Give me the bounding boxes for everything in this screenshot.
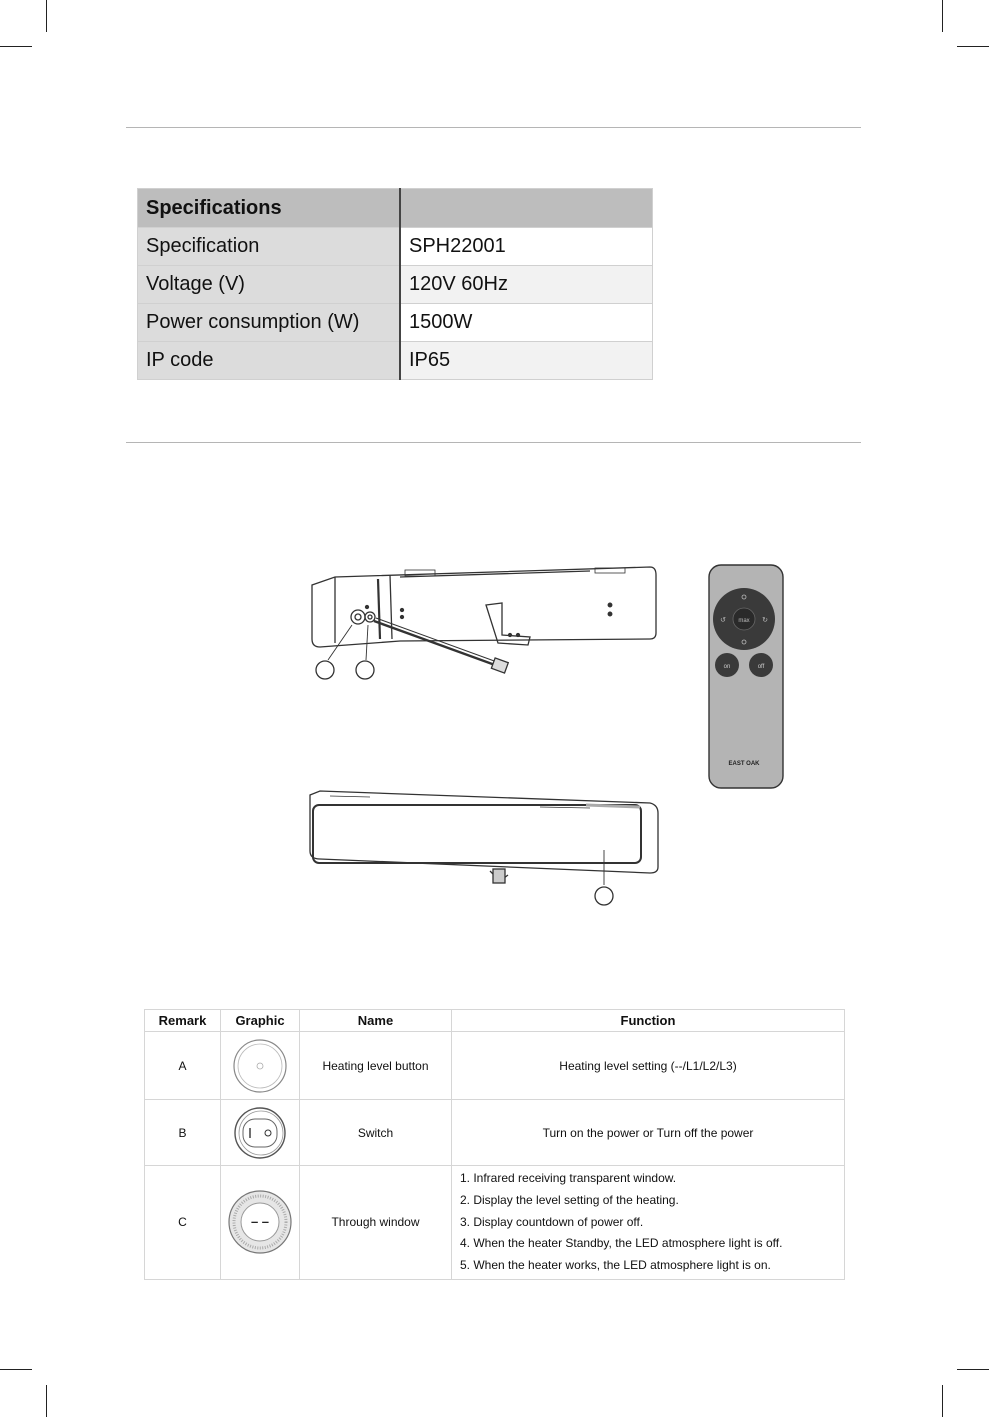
- spec-row: [138, 342, 653, 380]
- crop-mark: [957, 46, 989, 47]
- spec-label: Voltage (V): [138, 266, 401, 304]
- function-header-row: [145, 1010, 845, 1032]
- spec-header-empty: [400, 189, 653, 228]
- remark-cell: C: [145, 1166, 221, 1280]
- spec-value: SPH22001: [400, 228, 653, 266]
- function-item: 5. When the heater works, the LED atmosphere light is on.: [460, 1258, 771, 1273]
- graphic-cell: [221, 1166, 300, 1280]
- crop-mark: [46, 0, 47, 32]
- heater-front-view: [310, 791, 658, 905]
- name-cell: Switch: [300, 1100, 452, 1166]
- remark-cell: A: [145, 1032, 221, 1100]
- remote-on-label: on: [723, 664, 731, 670]
- header-remark: Remark: [145, 1010, 221, 1032]
- spec-row: [138, 228, 653, 266]
- header-graphic: Graphic: [221, 1010, 300, 1032]
- crop-mark: [0, 46, 32, 47]
- spec-value: 120V 60Hz: [400, 266, 653, 304]
- through-window-display: – –: [250, 1214, 270, 1230]
- timer-minus-icon: ↺: [720, 617, 726, 624]
- callout-a: [316, 661, 334, 679]
- heater-rear-view: [312, 567, 656, 679]
- function-cell: Heating level setting (--/L1/L2/L3): [452, 1032, 845, 1100]
- remote-off-label: off: [757, 664, 765, 670]
- spec-header: Specifications: [138, 189, 401, 228]
- crop-mark: [942, 0, 943, 32]
- product-drawings: [290, 555, 800, 920]
- function-item: 1. Infrared receiving transparent window.: [460, 1171, 677, 1185]
- spec-label: Power consumption (W): [138, 304, 401, 342]
- heating-level-button-icon: [232, 1038, 288, 1094]
- header-function: Function: [452, 1010, 845, 1032]
- remote-control: [709, 565, 783, 788]
- function-list-cell: [452, 1166, 845, 1280]
- spec-value: 1500W: [400, 304, 653, 342]
- table-row: [145, 1032, 845, 1100]
- callout-b: [356, 661, 374, 679]
- spec-row: [138, 304, 653, 342]
- crop-mark: [942, 1385, 943, 1417]
- spec-header-row: [138, 189, 653, 228]
- function-item: 3. Display countdown of power off.: [460, 1214, 644, 1229]
- function-table: [144, 1009, 845, 1280]
- crop-mark: [46, 1385, 47, 1417]
- remote-brand-label: EAST OAK: [728, 761, 760, 767]
- timer-plus-icon: ↻: [762, 617, 768, 624]
- section-divider-middle: [126, 442, 861, 443]
- specifications-table: [137, 188, 653, 380]
- through-window-icon: [227, 1189, 293, 1255]
- crop-mark: [957, 1369, 989, 1370]
- table-row: [145, 1100, 845, 1166]
- function-cell: Turn on the power or Turn off the power: [452, 1100, 845, 1166]
- spec-label: Specification: [138, 228, 401, 266]
- graphic-cell: [221, 1100, 300, 1166]
- function-item: 4. When the heater Standby, the LED atmosphere light is off.: [460, 1236, 783, 1251]
- rocker-switch-icon: [232, 1105, 288, 1161]
- spec-value: IP65: [400, 342, 653, 380]
- name-cell: Through window: [300, 1166, 452, 1280]
- name-cell: Heating level button: [300, 1032, 452, 1100]
- callout-c: [595, 887, 613, 905]
- spec-label: IP code: [138, 342, 401, 380]
- remote-max-label: max: [738, 618, 750, 624]
- spec-row: [138, 266, 653, 304]
- table-row: [145, 1166, 845, 1280]
- crop-mark: [0, 1369, 32, 1370]
- remark-cell: B: [145, 1100, 221, 1166]
- section-divider-top: [126, 127, 861, 128]
- header-name: Name: [300, 1010, 452, 1032]
- function-item: 2. Display the level setting of the heating.: [460, 1192, 679, 1207]
- graphic-cell: [221, 1032, 300, 1100]
